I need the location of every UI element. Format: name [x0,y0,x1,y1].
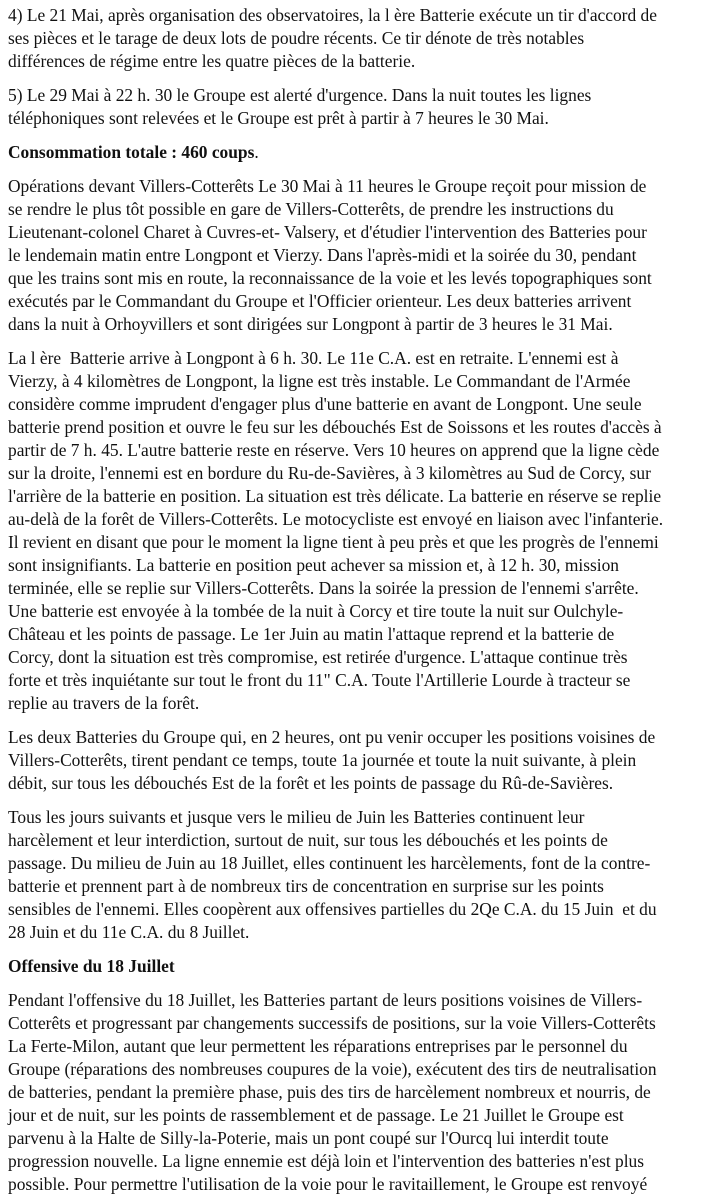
text-line: Groupe (réparations des nombreuses coupures de la voie), exécutent des tirs de neutralisation [8,1059,657,1079]
text-line: se rendre le plus tôt possible en gare de Villers-Cotterêts, de prendre les instructions du [8,199,614,219]
text-line: jour et de nuit, sur les points de rassemblement et de passage. Le 21 Juillet le Groupe est [8,1105,624,1125]
paragraph-offensive-18-juillet [8,989,708,1196]
text-line: batterie et prennent part à de nombreux tirs de concentration en surprise sur les points [8,876,604,896]
text-line: Il revient en disant que pour le moment la ligne tient à peu près et que les progrès de l'ennemi [8,532,659,552]
text-line: Cotterêts et progressant par changements successifs de positions, sur la voie Villers-Cotterêts [8,1013,656,1033]
text-line: progression nouvelle. La ligne ennemie est déjà loin et l'intervention des batteries n'est plus [8,1151,645,1171]
text-line: Tous les jours suivants et jusque vers le milieu de Juin les Batteries continuent leur [8,807,585,827]
paragraph-jours-suivants [8,806,708,944]
paragraph-operations-villers-cotterets [8,175,708,336]
text-line: ses pièces et le tarage de deux lots de poudre récents. Ce tir dénote de très notables [8,28,585,48]
text-line: Vierzy, à 4 kilomètres de Longpont, la ligne est très instable. Le Commandant de l'Armée [8,371,631,391]
text-line: harcèlement et leur interdiction, surtout de nuit, sur tous les débouchés et les points de [8,830,608,850]
text-line: terminée, elle se replie sur Villers-Cotterêts. Dans la soirée la pression de l'ennemi s'arrête. [8,578,639,598]
heading-suffix: . [254,142,259,162]
text-line: replie au travers de la forêt. [8,693,200,713]
heading-consommation-totale [8,141,708,164]
heading-text: Consommation totale : 460 coups [8,142,255,162]
paragraph-item-5 [8,84,708,130]
text-line: au-delà de la forêt de Villers-Cotterêts. Le motocycliste est envoyé en liaison avec l'infanterie. [8,509,664,529]
text-line: parvenu à la Halte de Silly-la-Poterie, mais un pont coupé sur l'Ourcq lui interdit toute [8,1128,609,1148]
heading-offensive-18-juillet [8,955,708,978]
text-line: partir de 7 h. 45. L'autre batterie reste en réserve. Vers 10 heures on apprend que la ligne cède [8,440,660,460]
text-line: La Ferte-Milon, autant que leur permettent les réparations entreprises par le personnel du [8,1036,628,1056]
text-line: sensibles de l'ennemi. Elles coopèrent aux offensives partielles du 2Qe C.A. du 15 Juin et du [8,899,657,919]
text-line: Les deux Batteries du Groupe qui, en 2 heures, ont pu venir occuper les positions voisines de [8,727,656,747]
text-line: Lieutenant-colonel Charet à Cuvres-et- Valsery, et d'étudier l'intervention des Batteries pour [8,222,647,242]
text-line: Château et les points de passage. Le 1er Juin au matin l'attaque reprend et la batterie de [8,624,615,644]
text-line: Corcy, dont la situation est très compromise, est retirée d'urgence. L'attaque continue très [8,647,628,667]
text-line: de batteries, pendant la première phase, puis des tirs de harcèlement nombreux et nourris, de [8,1082,651,1102]
text-line: passage. Du milieu de Juin au 18 Juillet, elles continuent les harcèlements, font de la contre- [8,853,651,873]
text-line: sur la droite, l'ennemi est en bordure du Ru-de-Savières, à 3 kilomètres au Sud de Corcy, sur [8,463,651,483]
text-line: 5) Le 29 Mai à 22 h. 30 le Groupe est alerté d'urgence. Dans la nuit toutes les lignes [8,85,592,105]
text-line: 28 Juin et du 11e C.A. du 8 Juillet. [8,922,250,942]
text-line: possible. Pour permettre l'utilisation de la voie pour le ravitaillement, le Groupe est renvoyé [8,1174,648,1194]
paragraph-deux-batteries [8,726,708,795]
text-line: considère comme imprudent d'engager plus d'une batterie en avant de Longpont. Une seule [8,394,642,414]
text-line: batterie prend position et ouvre le feu sur les débouchés Est de Soissons et les routes d'accès à [8,417,662,437]
text-line: Pendant l'offensive du 18 Juillet, les Batteries partant de leurs positions voisines de Villers- [8,990,643,1010]
paragraph-item-4 [8,4,708,73]
text-line: dans la nuit à Orhoyvillers et sont dirigées sur Longpont à partir de 3 heures le 31 Mai. [8,314,613,334]
text-line: que les trains sont mis en route, la reconnaissance de la voie et les levés topographiques sont [8,268,652,288]
text-line: Villers-Cotterêts, tirent pendant ce temps, toute 1a journée et toute la nuit suivante, à plein [8,750,637,770]
text-line: téléphoniques sont relevées et le Groupe est prêt à partir à 7 heures le 30 Mai. [8,108,549,128]
text-line: l'arrière de la batterie en position. La situation est très délicate. La batterie en réserve se replie [8,486,662,506]
text-line: le lendemain matin entre Longpont et Vierzy. Dans l'après-midi et la soirée du 30, pendant [8,245,637,265]
heading-text: Offensive du 18 Juillet [8,956,175,976]
text-line: sont insignifiants. La batterie en position peut achever sa mission et, à 12 h. 30, mission [8,555,619,575]
text-line: différences de régime entre les quatre pièces de la batterie. [8,51,416,71]
paragraph-premiere-batterie-longpont [8,347,708,715]
text-line: 4) Le 21 Mai, après organisation des observatoires, la l ère Batterie exécute un tir d'accord de [8,5,657,25]
text-line: La l ère Batterie arrive à Longpont à 6 h. 30. Le 11e C.A. est en retraite. L'ennemi est à [8,348,619,368]
text-line: forte et très inquiétante sur tout le front du 11" C.A. Toute l'Artillerie Lourde à tracteur se [8,670,631,690]
text-line: débit, sur tous les débouchés Est de la forêt et les points de passage du Rû-de-Savières. [8,773,614,793]
text-line: Opérations devant Villers-Cotterêts Le 30 Mai à 11 heures le Groupe reçoit pour mission de [8,176,647,196]
text-line: Une batterie est envoyée à la tombée de la nuit à Corcy et tire toute la nuit sur Oulchyle- [8,601,624,621]
text-line: exécutés par le Commandant du Groupe et l'Officier orienteur. Les deux batteries arrivent [8,291,632,311]
